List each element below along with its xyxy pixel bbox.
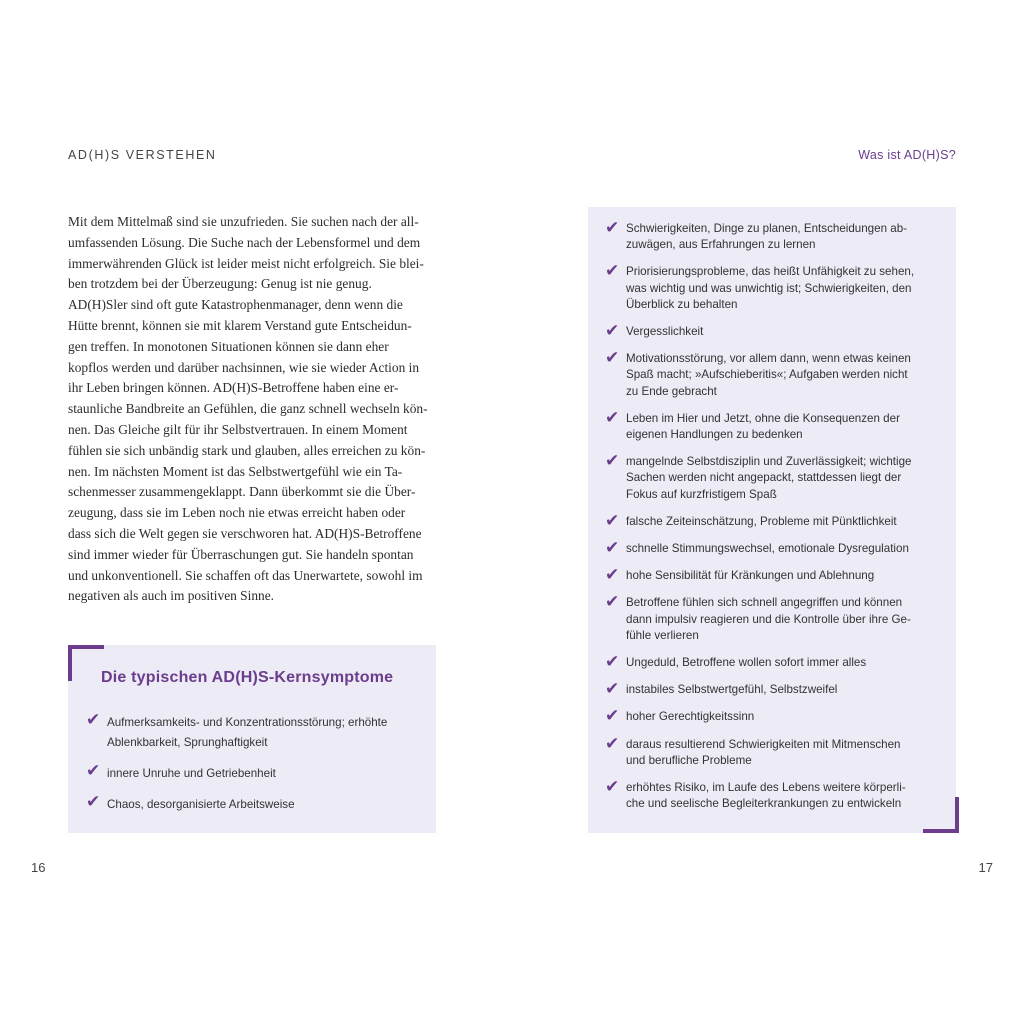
list-item: ✔ instabiles Selbstwertgefühl, Selbstzweifel	[605, 679, 838, 700]
list-item: ✔ hoher Gerechtigkeitssinn	[605, 706, 755, 727]
box-title: Die typischen AD(H)S-Kernsymptome	[101, 669, 394, 686]
list-item: ✔ erhöhtes Risiko, im Laufe des Lebens weitere körperli- che und seelische Begleiterkrankungen zu entwickeln	[605, 777, 906, 811]
checkmark-icon: ✔	[605, 679, 620, 700]
list-item: ✔ schnelle Stimmungswechsel, emotionale Dysregulation	[605, 538, 909, 559]
corner-bracket-decoration	[923, 797, 959, 833]
checkmark-icon: ✔	[605, 321, 620, 342]
list-item: ✔ Chaos, desorganisierte Arbeitsweise	[86, 792, 295, 812]
list-item: ✔ Ungeduld, Betroffene wollen sofort immer alles	[605, 652, 867, 673]
list-item: ✔ hohe Sensibilität für Kränkungen und Ablehnung	[605, 565, 875, 586]
running-head: AD(H)S VERSTEHEN	[68, 148, 217, 162]
checkmark-icon: ✔	[605, 652, 620, 673]
body-text: Mit dem Mittelmaß sind sie unzufrieden. Sie suchen nach der all- umfassenden Lösung. Die Suche nach der Lebensformel und dem immerwährenden Glück ist leider meist nicht erfolgreich. Sie blei- ben trotzdem bei der Überzeugung: Genug ist nie genug. AD(H)Sler sind oft gute Katastrophenmanager, denn wenn die Hütte brennt, können sie mit klarem Verstand gute Entscheidun- gen treffen. In monotonen Situationen können sie dann eher kopflos werden und darüber nachsinnen, wie sie wieder Action in ihr Leben bringen können. AD(H)S-Betroffene haben eine er- staunliche Bandbreite an Gefühlen, die ganz schnell wechseln kön- nen. Das Gleiche gilt für ihr Selbstvertrauen. In einem Moment fühlen sie sich unbändig stark und glauben, alles erreichen zu kön- nen. Im nächsten Moment ist das Selbstwertgefühl wie ein Ta- schenmesser zusammengeklappt. Dann überkommt sie die Über- zeugung, dass sie im Leben noch nie etwas erreicht haben oder dass sich die Welt gegen sie verschworen hat. AD(H)S-Betroffene sind immer wieder für Überraschungen gut. Sie handeln spontan und unkonventionell. Sie schaffen oft das Unerwartete, sowohl im negativen als auch im positiven Sinne.	[68, 214, 428, 604]
checkmark-icon: ✔	[86, 710, 101, 730]
list-item: ✔ Schwierigkeiten, Dinge zu planen, Entscheidungen ab- zuwägen, aus Erfahrungen zu lernen	[605, 218, 908, 252]
symptom-list	[86, 710, 426, 826]
list-item: ✔ falsche Zeiteinschätzung, Probleme mit Pünktlichkeit	[605, 510, 897, 531]
checkmark-icon: ✔	[605, 510, 620, 531]
symptom-list	[605, 218, 945, 823]
checkmark-icon: ✔	[605, 348, 620, 369]
checkmark-icon: ✔	[605, 733, 620, 754]
list-item: ✔ Vergesslichkeit	[605, 321, 704, 342]
checkmark-icon: ✔	[605, 706, 620, 727]
list-item: ✔ Betroffene fühlen sich schnell angegriffen und können dann impulsiv reagieren und die Kontrolle über ihre Ge- fühle verlieren	[605, 592, 911, 642]
right-page	[512, 0, 1024, 1024]
checkmark-icon: ✔	[605, 407, 620, 428]
symptoms-box	[68, 645, 436, 833]
checkmark-icon: ✔	[605, 565, 620, 586]
checkmark-icon: ✔	[605, 538, 620, 559]
running-head: Was ist AD(H)S?	[858, 148, 956, 162]
symptoms-box-continued	[588, 207, 956, 833]
checkmark-icon: ✔	[605, 777, 620, 798]
list-item: ✔ Leben im Hier und Jetzt, ohne die Konsequenzen der eigenen Handlungen zu bedenken	[605, 407, 900, 442]
list-item: ✔ mangelnde Selbstdisziplin und Zuverlässigkeit; wichtige Sachen werden nicht angepackt, stattdessen liegt der Fokus auf kurzfristigem Spaß	[605, 451, 912, 501]
checkmark-icon: ✔	[605, 451, 620, 472]
list-item: ✔ Aufmerksamkeits- und Konzentrationsstörung; erhöhte Ablenkbarkeit, Sprunghaftigkeit	[86, 710, 388, 749]
checkmark-icon: ✔	[605, 261, 620, 282]
page-number: 16	[31, 860, 46, 875]
page-number: 17	[978, 860, 993, 875]
checkmark-icon: ✔	[605, 218, 620, 238]
corner-bracket-decoration	[68, 645, 104, 681]
checkmark-icon: ✔	[86, 792, 101, 812]
checkmark-icon: ✔	[86, 761, 101, 781]
list-item: ✔ daraus resultierend Schwierigkeiten mit Mitmenschen und berufliche Probleme	[605, 733, 901, 767]
list-item: ✔ innere Unruhe und Getriebenheit	[86, 761, 276, 781]
checkmark-icon: ✔	[605, 592, 620, 613]
list-item: ✔ Motivationsstörung, vor allem dann, wenn etwas keinen Spaß macht; »Aufschieberitis«; Aufgaben werden nicht zu Ende gebracht	[605, 348, 911, 398]
list-item: ✔ Priorisierungsprobleme, das heißt Unfähigkeit zu sehen, was wichtig und was unwichtig ist; Schwierigkeiten, den Überblick zu behalten	[605, 261, 915, 311]
